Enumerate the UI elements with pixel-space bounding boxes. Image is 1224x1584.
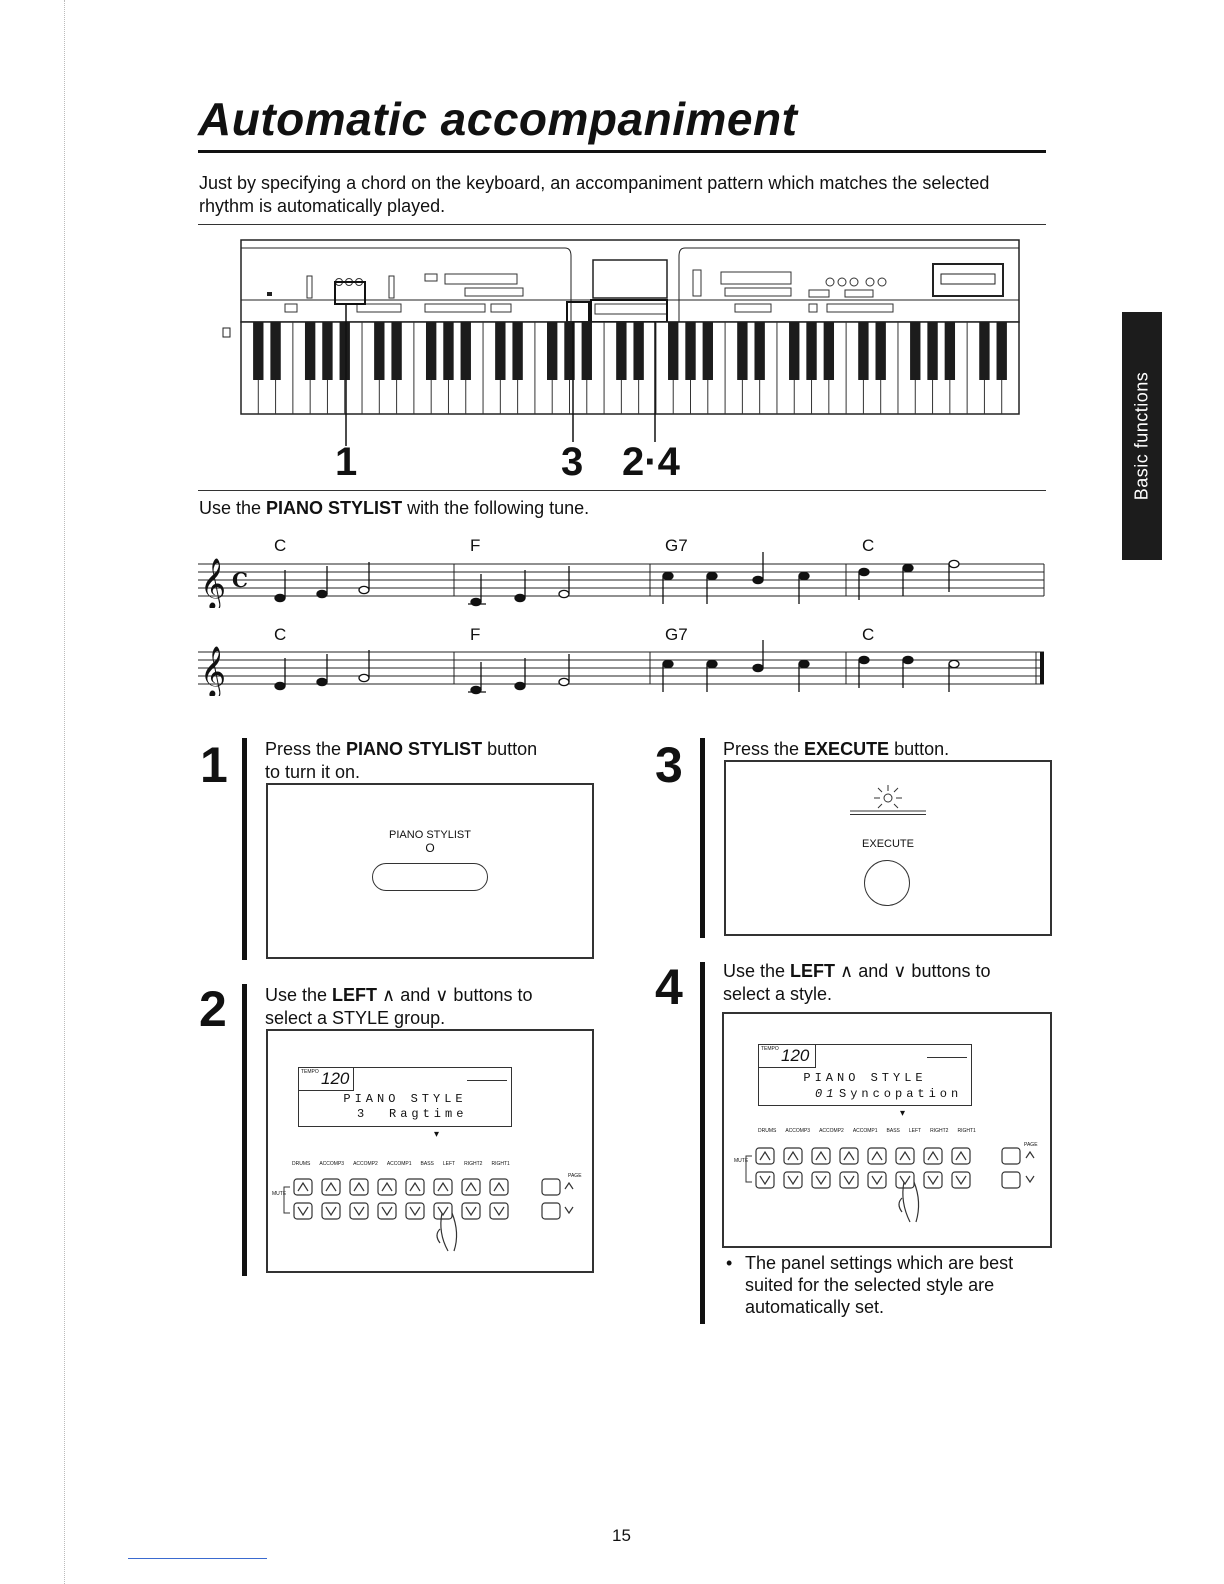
chord-row1-2: F: [470, 536, 481, 555]
step-4-tempo-label: TEMPO: [761, 1046, 779, 1052]
step-2-page-label: PAGE: [568, 1173, 582, 1179]
section-side-tab: [1122, 312, 1162, 560]
chord-row2-1: C: [274, 625, 287, 644]
step-1-panel: [266, 783, 594, 959]
callout-2-4: 2·4: [622, 440, 680, 484]
step-2-number: 2: [199, 981, 227, 1037]
label-accomp1: ACCOMP1: [852, 1128, 878, 1134]
step-2-text: [265, 984, 585, 1030]
chord-row2-3: G7: [665, 625, 688, 644]
label-bass: BASS: [886, 1128, 900, 1134]
step-1-bar: [242, 738, 247, 960]
step-2-mute-label: MUTE: [272, 1191, 287, 1197]
step-3-pre: Press the: [723, 739, 805, 759]
chord-row1-4: C: [862, 536, 875, 555]
step-2-tempo-value: 120: [321, 1069, 350, 1088]
step-4-bar: [700, 962, 705, 1324]
step-4-button-labels: [758, 1128, 976, 1134]
piano-stylist-indicator: O: [425, 841, 435, 855]
page-number: 15: [612, 1526, 631, 1545]
treble-clef-icon: 𝄞: [200, 646, 227, 696]
label-drums: DRUMS: [758, 1128, 777, 1134]
step-2-panel: [266, 1029, 594, 1273]
page-title: Automatic accompaniment: [198, 93, 798, 145]
step-2-tempo-label: TEMPO: [301, 1069, 319, 1075]
step-2-lcd-num: 3: [357, 1107, 369, 1121]
bullet-dot: •: [726, 1253, 733, 1273]
chord-row1-3: G7: [665, 536, 688, 555]
title-rule: [198, 150, 1046, 153]
lamp-on-icon: [840, 782, 936, 812]
chord-row2-4: C: [862, 625, 875, 644]
label-accomp1: ACCOMP1: [386, 1161, 412, 1167]
label-accomp3: ACCOMP3: [319, 1161, 345, 1167]
step-3-text: [723, 738, 1043, 761]
tune-label-pre: Use the: [199, 498, 267, 518]
execute-button[interactable]: [864, 860, 910, 906]
step-3-bar: [700, 738, 705, 938]
tune-label-post: with the following tune.: [402, 498, 590, 518]
label-right1: RIGHT1: [957, 1128, 976, 1134]
step-2-lcd-name: Ragtime: [389, 1107, 468, 1121]
step-3-post: button.: [889, 739, 950, 759]
common-time-icon: C: [232, 568, 248, 592]
intro-text: Just by specifying a chord on the keyboard, an accompaniment pattern which matches the selected rhythm is automatically played.: [199, 173, 990, 216]
label-accomp2: ACCOMP2: [353, 1161, 378, 1167]
step-4-bold: LEFT: [790, 961, 836, 981]
tune-instruction: [199, 498, 589, 519]
step-4-lcd-name: Syncopation: [839, 1087, 963, 1101]
step-4-tempo-value: 120: [781, 1046, 810, 1065]
step-2-button-labels: [292, 1161, 510, 1167]
step-2-line2: select a STYLE group.: [265, 1008, 446, 1028]
step-4-lcd-num: 01: [815, 1087, 838, 1101]
step-4-number: 4: [655, 959, 683, 1015]
chevron-down-icon: ▾: [434, 1129, 440, 1140]
step-2-bold: LEFT: [332, 985, 378, 1005]
step-4-text: [723, 960, 1043, 1006]
step-4-pre: Use the: [723, 961, 791, 981]
step-1-number: 1: [200, 737, 228, 793]
chord-row1-1: C: [274, 536, 287, 555]
step-1-post: button: [482, 739, 538, 759]
step-4-lcd-bar: [927, 1049, 967, 1058]
step-2-bar: [242, 984, 247, 1276]
callout-1: 1: [335, 440, 358, 484]
step-1-text: [265, 738, 585, 784]
side-tab-label: Basic functions: [1131, 371, 1152, 501]
step-2-part-buttons: [278, 1173, 588, 1263]
execute-panel-label: EXECUTE: [862, 838, 914, 850]
page-margin-line: [64, 0, 65, 1584]
intro-rule: [198, 224, 1046, 225]
label-drums: DRUMS: [292, 1161, 311, 1167]
callout-3: 3: [561, 440, 584, 484]
label-right2: RIGHT2: [464, 1161, 483, 1167]
step-4-mute-label: MUTE: [734, 1158, 749, 1164]
label-left: LEFT: [442, 1161, 456, 1167]
step-2-lcd-line1: PIANO STYLE: [343, 1092, 467, 1106]
step-2-pre: Use the: [265, 985, 333, 1005]
treble-clef-icon: 𝄞: [200, 558, 227, 608]
step-1-line2: to turn it on.: [265, 762, 361, 782]
tune-rule: [198, 490, 1046, 491]
label-left: LEFT: [908, 1128, 922, 1134]
execute-label-rule: [850, 814, 926, 815]
step-4-line2: select a style.: [723, 984, 833, 1004]
footer-rule: [128, 1558, 267, 1559]
tune-label-bold: PIANO STYLIST: [266, 498, 403, 518]
step-2-lcd: [298, 1067, 512, 1127]
chord-row2-2: F: [470, 625, 481, 644]
step-4-part-buttons: [740, 1142, 1046, 1242]
step-2-lcd-tempo-box: [299, 1068, 354, 1091]
label-bass: BASS: [420, 1161, 434, 1167]
piano-stylist-panel-label: PIANO STYLIST: [389, 829, 471, 841]
step-4-panel: [722, 1012, 1052, 1248]
step-2-post: ∧ and ∨ buttons to: [377, 985, 533, 1005]
step-1-pre: Press the: [265, 739, 347, 759]
step-3-number: 3: [655, 737, 683, 793]
chevron-down-icon: ▾: [900, 1108, 906, 1119]
label-right1: RIGHT1: [491, 1161, 510, 1167]
label-right2: RIGHT2: [930, 1128, 949, 1134]
music-staff-row-2: [198, 640, 1048, 696]
step-1-bold: PIANO STYLIST: [346, 739, 483, 759]
label-accomp3: ACCOMP3: [785, 1128, 811, 1134]
piano-stylist-button[interactable]: [372, 863, 488, 891]
step-2-lcd-bar: [467, 1072, 507, 1081]
step-4-lcd: [758, 1044, 972, 1106]
label-accomp2: ACCOMP2: [819, 1128, 844, 1134]
step-3-panel: [724, 760, 1052, 936]
step-4-post: ∧ and ∨ buttons to: [835, 961, 991, 981]
step-4-lcd-line1: PIANO STYLE: [803, 1071, 927, 1085]
step-4-page-label: PAGE: [1024, 1142, 1038, 1148]
music-staff-row-1: [198, 552, 1048, 608]
step-3-bold: EXECUTE: [804, 739, 890, 759]
step-4-lcd-tempo-box: [759, 1045, 816, 1068]
step-4-bullet-text: The panel settings which are best suited for the selected style are automatically set.: [745, 1253, 1014, 1317]
